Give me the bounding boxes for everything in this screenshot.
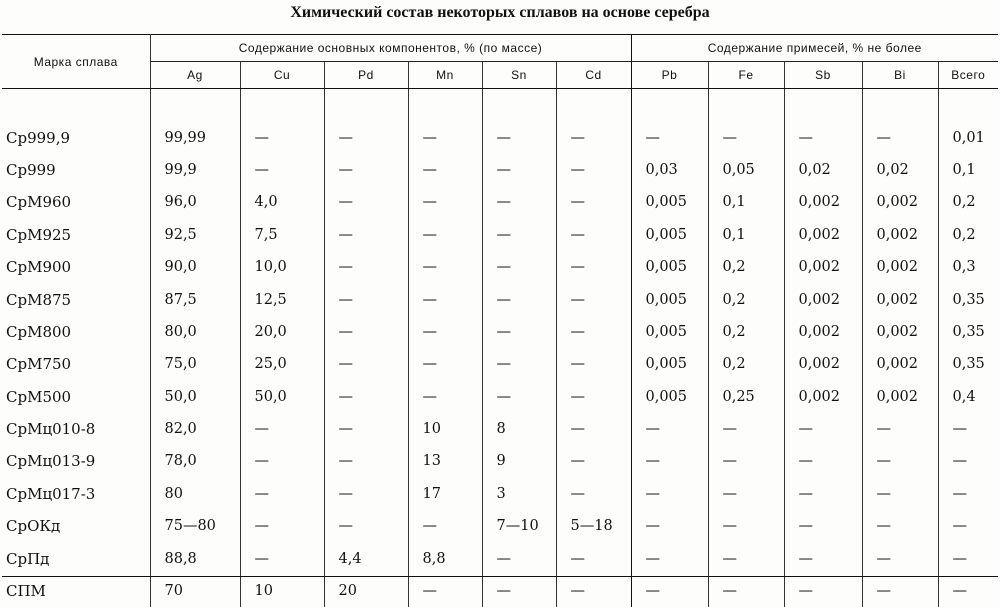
value-cell: — (784, 478, 862, 510)
value-cell: — (631, 575, 708, 607)
value-cell: — (556, 575, 631, 607)
value-cell: — (324, 154, 408, 186)
value-cell: — (862, 542, 938, 574)
alloy-name: СрМ960 (2, 186, 150, 218)
spacer-row (2, 89, 998, 122)
value-cell: 0,005 (631, 186, 708, 218)
value-cell: — (938, 510, 998, 542)
value-cell: 99,99 (150, 121, 240, 153)
value-cell: 0,002 (862, 283, 938, 315)
value-cell: — (408, 316, 482, 348)
alloy-name: СрМ500 (2, 381, 150, 413)
value-cell: — (408, 154, 482, 186)
value-cell: 10,0 (240, 251, 324, 283)
value-cell: — (240, 413, 324, 445)
value-cell: 0,3 (938, 251, 998, 283)
value-cell: — (631, 478, 708, 510)
column-header-всего: Всего (938, 62, 998, 89)
value-cell: — (324, 186, 408, 218)
value-cell: 96,0 (150, 186, 240, 218)
value-cell: — (862, 575, 938, 607)
value-cell: — (324, 219, 408, 251)
value-cell: — (482, 381, 556, 413)
value-cell: — (240, 510, 324, 542)
alloy-name: СПМ (2, 575, 150, 607)
value-cell: — (482, 348, 556, 380)
value-cell: 90,0 (150, 251, 240, 283)
alloy-name: СрМ875 (2, 283, 150, 315)
value-cell: — (324, 283, 408, 315)
value-cell: — (631, 413, 708, 445)
value-cell: 0,01 (938, 121, 998, 153)
column-header-sb: Sb (784, 62, 862, 89)
value-cell: — (324, 478, 408, 510)
value-cell: — (556, 154, 631, 186)
column-header-cd: Cd (556, 62, 631, 89)
value-cell: — (482, 575, 556, 607)
value-cell: — (324, 413, 408, 445)
column-header-ag: Ag (150, 62, 240, 89)
value-cell: — (556, 316, 631, 348)
value-cell: 0,005 (631, 381, 708, 413)
value-cell: 4,4 (324, 542, 408, 574)
value-cell: 9 (482, 445, 556, 477)
value-cell: 0,2 (938, 219, 998, 251)
value-cell: — (556, 413, 631, 445)
value-cell: — (708, 575, 784, 607)
value-cell: — (324, 121, 408, 153)
value-cell: 0,002 (862, 219, 938, 251)
value-cell: — (408, 251, 482, 283)
column-header-fe: Fe (708, 62, 784, 89)
value-cell: 0,2 (708, 348, 784, 380)
value-cell: — (240, 445, 324, 477)
value-cell: — (862, 510, 938, 542)
column-header-pb: Pb (631, 62, 708, 89)
value-cell: — (324, 348, 408, 380)
table-row (2, 348, 998, 380)
value-cell: — (556, 219, 631, 251)
value-cell: 7,5 (240, 219, 324, 251)
value-cell: — (708, 510, 784, 542)
alloy-name: Ср999,9 (2, 121, 150, 153)
value-cell: 0,02 (862, 154, 938, 186)
value-cell: 0,002 (784, 348, 862, 380)
value-cell: 20 (324, 575, 408, 607)
value-cell: 10 (408, 413, 482, 445)
value-cell: — (631, 542, 708, 574)
value-cell: 10 (240, 575, 324, 607)
alloy-header: Марка сплава (2, 35, 150, 89)
value-cell: 0,2 (708, 316, 784, 348)
value-cell: — (556, 542, 631, 574)
value-cell: 87,5 (150, 283, 240, 315)
value-cell: — (324, 316, 408, 348)
value-cell: 0,02 (784, 154, 862, 186)
value-cell: 0,1 (938, 154, 998, 186)
value-cell: — (324, 381, 408, 413)
value-cell: 80,0 (150, 316, 240, 348)
table-row (2, 510, 998, 542)
alloy-name: СрМ750 (2, 348, 150, 380)
value-cell: — (631, 445, 708, 477)
value-cell: 0,002 (862, 186, 938, 218)
value-cell: 0,03 (631, 154, 708, 186)
value-cell: 80 (150, 478, 240, 510)
value-cell: 0,2 (708, 251, 784, 283)
value-cell: — (240, 154, 324, 186)
value-cell: — (938, 542, 998, 574)
value-cell: 0,2 (938, 186, 998, 218)
table-body (2, 89, 998, 607)
value-cell: — (408, 348, 482, 380)
value-cell: — (938, 575, 998, 607)
value-cell: — (556, 283, 631, 315)
value-cell: — (784, 413, 862, 445)
value-cell: — (784, 510, 862, 542)
table-row (2, 186, 998, 218)
value-cell: 0,002 (784, 186, 862, 218)
table-row (2, 251, 998, 283)
table-row (2, 154, 998, 186)
value-cell: — (784, 542, 862, 574)
value-cell: 75,0 (150, 348, 240, 380)
value-cell: — (784, 575, 862, 607)
value-cell: 0,002 (862, 316, 938, 348)
value-cell: — (862, 413, 938, 445)
value-cell: 0,002 (784, 251, 862, 283)
value-cell: 8 (482, 413, 556, 445)
value-cell: — (482, 542, 556, 574)
value-cell: — (324, 445, 408, 477)
value-cell: — (240, 121, 324, 153)
table-row (2, 219, 998, 251)
value-cell: 82,0 (150, 413, 240, 445)
value-cell: — (408, 186, 482, 218)
value-cell: 8,8 (408, 542, 482, 574)
value-cell: 0,002 (862, 381, 938, 413)
value-cell: 88,8 (150, 542, 240, 574)
value-cell: — (408, 381, 482, 413)
value-cell: 0,2 (708, 283, 784, 315)
value-cell: 70 (150, 575, 240, 607)
value-cell: 0,35 (938, 283, 998, 315)
value-cell: 0,1 (708, 219, 784, 251)
value-cell: 17 (408, 478, 482, 510)
column-header-pd: Pd (324, 62, 408, 89)
value-cell: — (324, 510, 408, 542)
value-cell: 75—80 (150, 510, 240, 542)
value-cell: — (784, 121, 862, 153)
value-cell: 50,0 (240, 381, 324, 413)
table-row (2, 121, 998, 153)
table-row (2, 283, 998, 315)
value-cell: — (240, 542, 324, 574)
table-row (2, 381, 998, 413)
main-components-header: Содержание основных компонентов, % (по массе) (150, 35, 631, 62)
value-cell: — (324, 251, 408, 283)
value-cell: 13 (408, 445, 482, 477)
table-title: Химический состав некоторых сплавов на основе серебра (0, 4, 1000, 22)
value-cell: 0,005 (631, 283, 708, 315)
value-cell: — (482, 283, 556, 315)
value-cell: 0,002 (784, 381, 862, 413)
table-row (2, 575, 998, 607)
value-cell: 0,005 (631, 251, 708, 283)
alloy-name: СрМц017-3 (2, 478, 150, 510)
value-cell: — (631, 121, 708, 153)
value-cell: — (408, 121, 482, 153)
value-cell: 78,0 (150, 445, 240, 477)
column-header-mn: Mn (408, 62, 482, 89)
value-cell: — (708, 478, 784, 510)
alloy-name: СрМ900 (2, 251, 150, 283)
value-cell: 20,0 (240, 316, 324, 348)
value-cell: 5—18 (556, 510, 631, 542)
alloy-name: СрПд (2, 542, 150, 574)
alloy-composition-table (2, 34, 998, 607)
header-row-groups (2, 35, 998, 62)
value-cell: 0,002 (862, 251, 938, 283)
value-cell: — (862, 478, 938, 510)
value-cell: — (556, 121, 631, 153)
value-cell: 0,05 (708, 154, 784, 186)
value-cell: — (408, 575, 482, 607)
value-cell: 12,5 (240, 283, 324, 315)
table-row (2, 445, 998, 477)
alloy-name: СрМ800 (2, 316, 150, 348)
value-cell: — (938, 445, 998, 477)
value-cell: — (482, 154, 556, 186)
value-cell: 0,005 (631, 348, 708, 380)
value-cell: 0,1 (708, 186, 784, 218)
alloy-name: СрМц010-8 (2, 413, 150, 445)
value-cell: 0,002 (784, 283, 862, 315)
value-cell: — (482, 186, 556, 218)
value-cell: 50,0 (150, 381, 240, 413)
table-row (2, 542, 998, 574)
alloy-name: Ср999 (2, 154, 150, 186)
table-row (2, 316, 998, 348)
value-cell: — (482, 219, 556, 251)
value-cell: — (408, 510, 482, 542)
value-cell: — (556, 348, 631, 380)
column-header-sn: Sn (482, 62, 556, 89)
value-cell: 0,005 (631, 219, 708, 251)
value-cell: 99,9 (150, 154, 240, 186)
value-cell: — (482, 121, 556, 153)
value-cell: — (556, 251, 631, 283)
value-cell: — (556, 186, 631, 218)
value-cell: 3 (482, 478, 556, 510)
column-header-bi: Bi (862, 62, 938, 89)
alloy-name: СрОКд (2, 510, 150, 542)
value-cell: — (482, 251, 556, 283)
value-cell: — (240, 478, 324, 510)
value-cell: 0,35 (938, 316, 998, 348)
value-cell: 0,002 (784, 219, 862, 251)
value-cell: — (938, 478, 998, 510)
value-cell: — (408, 283, 482, 315)
value-cell: — (938, 413, 998, 445)
value-cell: 4,0 (240, 186, 324, 218)
alloy-name: СрМц013-9 (2, 445, 150, 477)
value-cell: 0,4 (938, 381, 998, 413)
value-cell: 25,0 (240, 348, 324, 380)
value-cell: — (556, 445, 631, 477)
value-cell: — (708, 413, 784, 445)
value-cell: 7—10 (482, 510, 556, 542)
value-cell: 92,5 (150, 219, 240, 251)
header-row-columns (2, 62, 998, 89)
value-cell: 0,002 (784, 316, 862, 348)
value-cell: 0,002 (862, 348, 938, 380)
value-cell: — (556, 381, 631, 413)
value-cell: — (556, 478, 631, 510)
value-cell: 0,005 (631, 316, 708, 348)
column-header-cu: Cu (240, 62, 324, 89)
table-row (2, 413, 998, 445)
value-cell: — (708, 121, 784, 153)
value-cell: 0,35 (938, 348, 998, 380)
value-cell: — (631, 510, 708, 542)
value-cell: — (708, 445, 784, 477)
impurities-header: Содержание примесей, % не более (631, 35, 998, 62)
value-cell: — (482, 316, 556, 348)
alloy-name: СрМ925 (2, 219, 150, 251)
value-cell: — (784, 445, 862, 477)
table-row (2, 478, 998, 510)
bottom-rule (2, 576, 998, 577)
value-cell: 0,25 (708, 381, 784, 413)
value-cell: — (862, 121, 938, 153)
value-cell: — (408, 219, 482, 251)
value-cell: — (708, 542, 784, 574)
value-cell: — (862, 445, 938, 477)
